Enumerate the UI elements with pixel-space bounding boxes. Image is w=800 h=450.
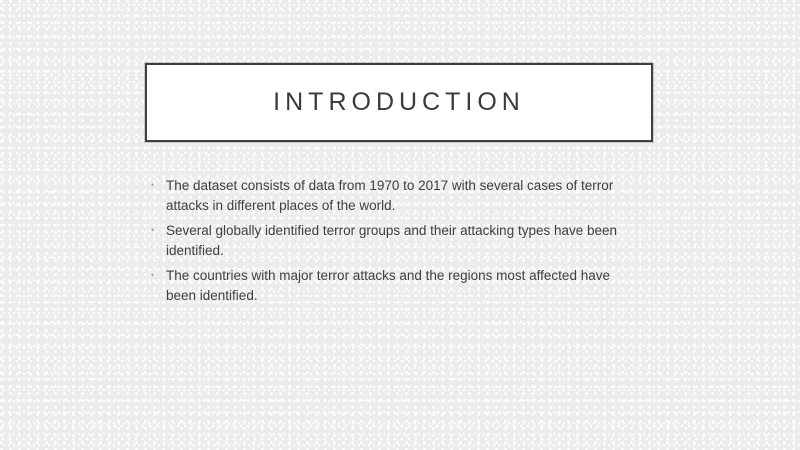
bullet-item [151, 266, 638, 305]
bullet-text: The dataset consists of data from 1970 to 2017 with several cases of terror attacks in different places of the world. [166, 178, 614, 213]
slide-title: INTRODUCTION [273, 88, 525, 116]
bullet-dot-icon: • [151, 225, 155, 235]
bullet-text: Several globally identified terror groups and their attacking types have been identified. [166, 223, 618, 258]
bullet-item [151, 221, 638, 260]
bullet-item [151, 176, 638, 215]
bullet-dot-icon: • [151, 180, 155, 190]
bullet-list [151, 176, 638, 311]
bullet-text: The countries with major terror attacks and the regions most affected have been identified. [166, 268, 610, 303]
title-box [145, 63, 653, 142]
bullet-dot-icon: • [151, 270, 155, 280]
